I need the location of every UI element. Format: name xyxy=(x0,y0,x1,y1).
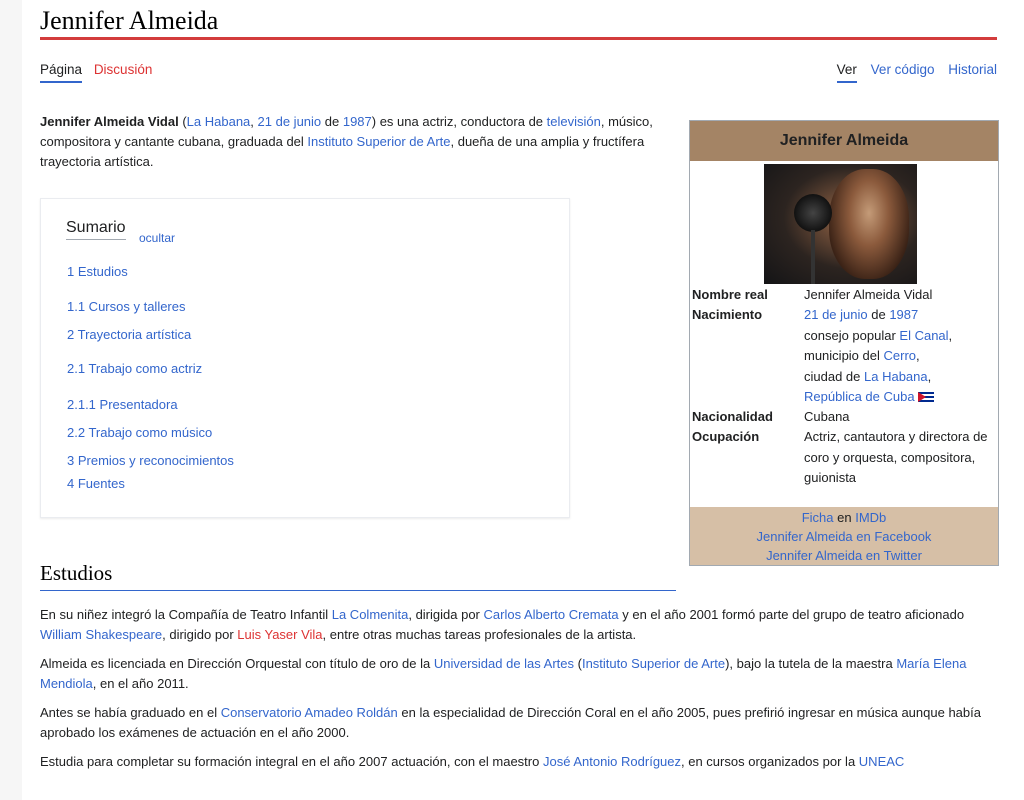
text: Antes se había graduado en el xyxy=(40,705,221,720)
link-la-colmenita[interactable]: La Colmenita xyxy=(331,607,409,622)
text: , xyxy=(927,368,932,384)
link-luis-yaser-vila[interactable]: Luis Yaser Vila xyxy=(237,627,323,642)
link-facebook[interactable]: Jennifer Almeida en Facebook xyxy=(756,529,932,544)
text: , xyxy=(250,114,258,129)
link-william-shakespeare[interactable]: William Shakespeare xyxy=(40,627,163,642)
toc-item-premios[interactable]: 3 Premios y reconocimientos xyxy=(67,453,234,468)
link-jose-antonio-rodriguez[interactable]: José Antonio Rodríguez xyxy=(542,754,682,769)
toc-item-estudios[interactable]: 1 Estudios xyxy=(67,264,128,279)
paragraph-estudios-2 xyxy=(40,654,1000,694)
toc-item-actriz[interactable]: 2.1 Trabajo como actriz xyxy=(67,361,203,376)
label-nombre-real: Nombre real xyxy=(692,287,768,302)
link-la-habana[interactable]: La Habana xyxy=(864,368,928,384)
text: municipio del xyxy=(804,348,884,363)
text: ( xyxy=(178,114,187,129)
text: Estudia para completar su formación integral en el año 2007 actuación, con el maestro xyxy=(40,754,543,769)
value-ocupacion: Actriz, cantautora y directora de coro y orquesta, compositora, guionista xyxy=(804,429,988,485)
title-underline xyxy=(40,37,997,40)
toc-item-musico[interactable]: 2.2 Trabajo como músico xyxy=(67,425,213,440)
table-of-contents xyxy=(40,198,570,518)
toc-item-trayectoria[interactable]: 2 Trayectoria artística xyxy=(67,327,192,342)
infobox-title: Jennifer Almeida xyxy=(690,121,998,161)
lead-paragraph xyxy=(40,112,690,172)
text: , dirigido por xyxy=(162,627,238,642)
text: Almeida es licenciada en Dirección Orquestal con título de oro de la xyxy=(40,656,434,671)
text: En su niñez integró la Compañía de Teatro Infantil xyxy=(40,607,332,622)
toc-hide-link[interactable]: ocultar xyxy=(139,231,176,245)
toc-title: Sumario xyxy=(66,219,126,240)
link-republica-de-cuba[interactable]: República de Cuba xyxy=(804,389,915,404)
link-instituto-superior-de-arte[interactable]: Instituto Superior de Arte xyxy=(581,656,726,671)
link-conservatorio-amadeo-roldan[interactable]: Conservatorio Amadeo Roldán xyxy=(220,705,398,720)
toc-item-presentadora[interactable]: 2.1.1 Presentadora xyxy=(67,397,178,412)
label-nacimiento: Nacimiento xyxy=(692,307,763,322)
text: consejo popular xyxy=(804,327,900,343)
microphone-icon xyxy=(794,194,832,232)
cuba-flag-icon xyxy=(918,392,934,402)
link-21-de-junio[interactable]: 21 de junio xyxy=(804,307,868,322)
text: , entre otras muchas tareas profesionales de la artista. xyxy=(322,627,637,642)
tab-discusion[interactable]: Discusión xyxy=(93,62,153,77)
text: , músico, compositora y cantante cubana, graduada del xyxy=(40,114,653,149)
text: ), bajo la tutela de la maestra xyxy=(725,656,897,671)
link-1987[interactable]: 1987 xyxy=(342,114,372,129)
text: ) es una actriz, conductora de xyxy=(371,114,547,129)
section-heading-estudios: Estudios xyxy=(40,561,113,585)
page-title: Jennifer Almeida xyxy=(40,6,219,35)
link-uneac[interactable]: UNEAC xyxy=(858,754,905,769)
text: de xyxy=(321,114,343,129)
paragraph-estudios-1 xyxy=(40,605,1000,645)
label-nacionalidad: Nacionalidad xyxy=(692,409,773,424)
link-maria-elena-mendiola[interactable]: María Elena Mendiola xyxy=(40,656,967,691)
tab-ver[interactable]: Ver xyxy=(837,62,857,83)
toc-item-fuentes[interactable]: 4 Fuentes xyxy=(67,476,125,491)
value-nacionalidad: Cubana xyxy=(804,409,850,424)
infobox xyxy=(689,120,999,566)
link-21-de-junio[interactable]: 21 de junio xyxy=(257,114,322,129)
text: , xyxy=(916,348,920,363)
infobox-external-links xyxy=(690,507,998,565)
text: de xyxy=(867,307,890,322)
link-carlos-alberto-cremata[interactable]: Carlos Alberto Cremata xyxy=(483,607,619,622)
tab-pagina[interactable]: Página xyxy=(40,62,82,83)
link-imdb[interactable]: IMDb xyxy=(855,510,887,525)
text: ( xyxy=(574,656,582,671)
portrait-figure xyxy=(829,169,909,279)
namespace-tabs xyxy=(40,62,160,77)
link-ficha[interactable]: Ficha xyxy=(801,510,834,525)
tab-historial[interactable]: Historial xyxy=(948,62,997,77)
article-page xyxy=(22,0,1024,800)
link-instituto-superior-de-arte[interactable]: Instituto Superior de Arte xyxy=(307,134,451,149)
value-nacimiento xyxy=(804,305,1004,408)
paragraph-estudios-4 xyxy=(40,752,1000,772)
text: , en el año 2011. xyxy=(92,676,189,691)
section-underline xyxy=(40,590,676,591)
link-la-habana[interactable]: La Habana xyxy=(186,114,251,129)
mic-stand xyxy=(811,230,815,284)
text: , dirigida por xyxy=(408,607,484,622)
text: en xyxy=(833,510,856,525)
tab-ver-codigo[interactable]: Ver código xyxy=(870,62,935,77)
link-twitter[interactable]: Jennifer Almeida en Twitter xyxy=(766,548,922,563)
label-ocupacion: Ocupación xyxy=(692,429,760,444)
text: ciudad de xyxy=(804,368,864,384)
link-el-canal[interactable]: El Canal xyxy=(899,327,949,343)
link-television[interactable]: televisión xyxy=(546,114,601,129)
text: , dueña de una amplia y fructífera trayectoria artística. xyxy=(40,134,645,169)
link-1987[interactable]: 1987 xyxy=(889,307,919,322)
text: , en cursos organizados por la xyxy=(681,754,859,769)
portrait-photo[interactable] xyxy=(764,164,917,284)
text: , xyxy=(948,327,953,343)
text: y en el año 2001 formó parte del grupo de teatro aficionado xyxy=(618,607,965,622)
value-nombre-real: Jennifer Almeida Vidal xyxy=(804,287,933,302)
toc-item-cursos[interactable]: 1.1 Cursos y talleres xyxy=(67,299,186,314)
lead-name: Jennifer Almeida Vidal xyxy=(40,114,179,129)
link-universidad-de-las-artes[interactable]: Universidad de las Artes xyxy=(433,656,575,671)
text: en la especialidad de Dirección Coral en el año 2005, pues prefirió ingresar en música aunque había aprobado los exámenes de actuación en el año 2000. xyxy=(40,705,981,740)
view-tabs xyxy=(827,62,997,77)
link-cerro[interactable]: Cerro xyxy=(883,348,917,363)
paragraph-estudios-3 xyxy=(40,703,1000,743)
